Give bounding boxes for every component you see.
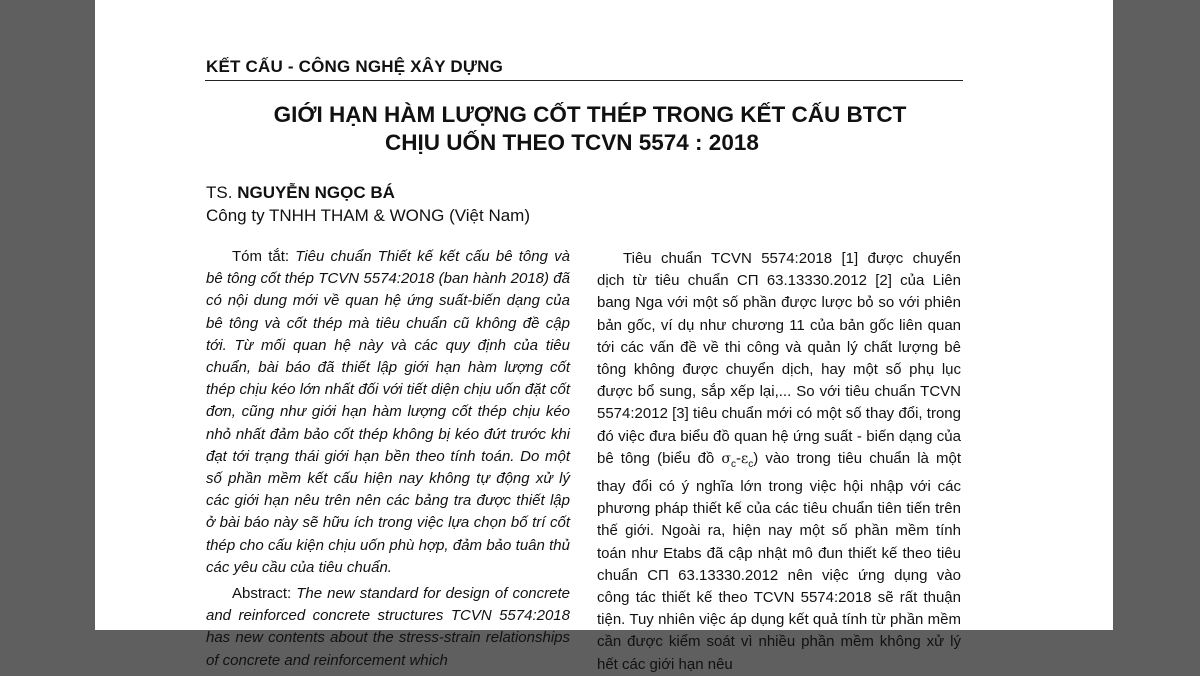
author-line xyxy=(206,183,395,203)
abstract-label: Abstract: xyxy=(232,585,292,603)
author-prefix: TS. xyxy=(206,183,233,202)
left-column xyxy=(206,246,570,672)
abstract-text: The new standard for design of concrete and reinforced concrete structures TCVN 5574:2018 has new contents about the stress-strain relationships of concrete and reinforcement which xyxy=(206,585,570,669)
author-name: NGUYỄN NGỌC BÁ xyxy=(237,183,395,202)
document-page xyxy=(95,0,1113,673)
body-text-1: Tiêu chuẩn TCVN 5574:2018 [1] được chuyển dịch từ tiêu chuẩn СП 63.13330.2012 [2] của Liên bang Nga với một số phần được lược bỏ so với phiên bản gốc, ví dụ như chương 11 của bản gốc liên quan tới các vấn đề về thi công và quản lý chất lượng bê tông không được chuyển dịch, hay một số phụ lục được bổ sung, sắp xếp lại,... So với tiêu chuẩn TCVN 5574:2012 [3] tiêu chuẩn mới có một số thay đổi, trong đó việc đưa biểu đồ quan hệ ứng suất - biến dạng của bê tông (biểu đồ xyxy=(597,250,961,467)
body-paragraph xyxy=(597,248,961,676)
paper-title-line-2-text: CHỊU UỐN THEO TCVN 5574 : 2018 xyxy=(385,130,759,155)
paper-title-line-2 xyxy=(385,129,775,157)
epsilon-subscript: c xyxy=(748,458,754,470)
epsilon-symbol: ε xyxy=(740,450,749,467)
author-affiliation: Công ty TNHH THAM & WONG (Việt Nam) xyxy=(206,206,530,225)
paper-title-line-1: GIỚI HẠN HÀM LƯỢNG CỐT THÉP TRONG KẾT CẤU BTCT xyxy=(273,102,907,127)
summary-label: Tóm tắt: xyxy=(232,248,290,265)
abstract-en xyxy=(206,583,570,672)
symbol-dash: - xyxy=(735,449,741,467)
header-rule xyxy=(205,80,963,81)
right-column xyxy=(597,248,961,676)
summary-text: Tiêu chuẩn Thiết kế kết cấu bê tông và bê tông cốt thép TCVN 5574:2018 (ban hành 2018) đã có nội dung mới về quan hệ ứng suất-biến dạng của bê tông và cốt thép mà tiêu chuẩn cũ không đề cập tới. Từ mối quan hệ này và các quy định của tiêu chuẩn, bài báo đã thiết lập giới hạn hàm lượng cốt thép chịu kéo lớn nhất đối với tiết diện chịu uốn đặt cốt đơn, cũng như giới hạn hàm lượng cốt thép chịu kéo nhỏ nhất đảm bảo cốt thép không bị kéo đứt trước khi đạt tới trạng thái giới hạn bền theo tính toán. Do một số phần mềm kết cấu hiện nay không tự động xử lý các giới hạn nêu trên nên các bảng tra được thiết lập ở bài báo này sẽ hữu ích trong việc lựa chọn bố trí cốt thép cho cấu kiện chịu uốn phù hợp, đảm bảo tuân thủ các yêu cầu của tiêu chuẩn. xyxy=(206,248,570,576)
sigma-subscript: c xyxy=(730,458,736,470)
summary-vi xyxy=(206,246,570,579)
sigma-symbol: σ xyxy=(721,450,731,467)
body-text-2: ) vào trong tiêu chuẩn là một thay đổi có ý nghĩa lớn trong việc hội nhập với các phương pháp thiết kế của các tiêu chuẩn tiên tiến trên thế giới. Ngoài ra, hiện nay một số phần mềm tính toán như Etabs đã cập nhật mô đun thiết kế theo tiêu chuẩn СП 63.13330.2012 nên việc ứng dụng vào công tác thiết kế theo TCVN 5574:2018 sẽ rất thuận tiện. Tuy nhiên việc áp dụng kết quả tính từ phần mềm cần được kiểm soát vì nhiều phần mềm không xử lý hết các giới hạn nêu xyxy=(597,449,962,673)
section-header: KẾT CẤU - CÔNG NGHỆ XÂY DỰNG xyxy=(206,57,504,76)
